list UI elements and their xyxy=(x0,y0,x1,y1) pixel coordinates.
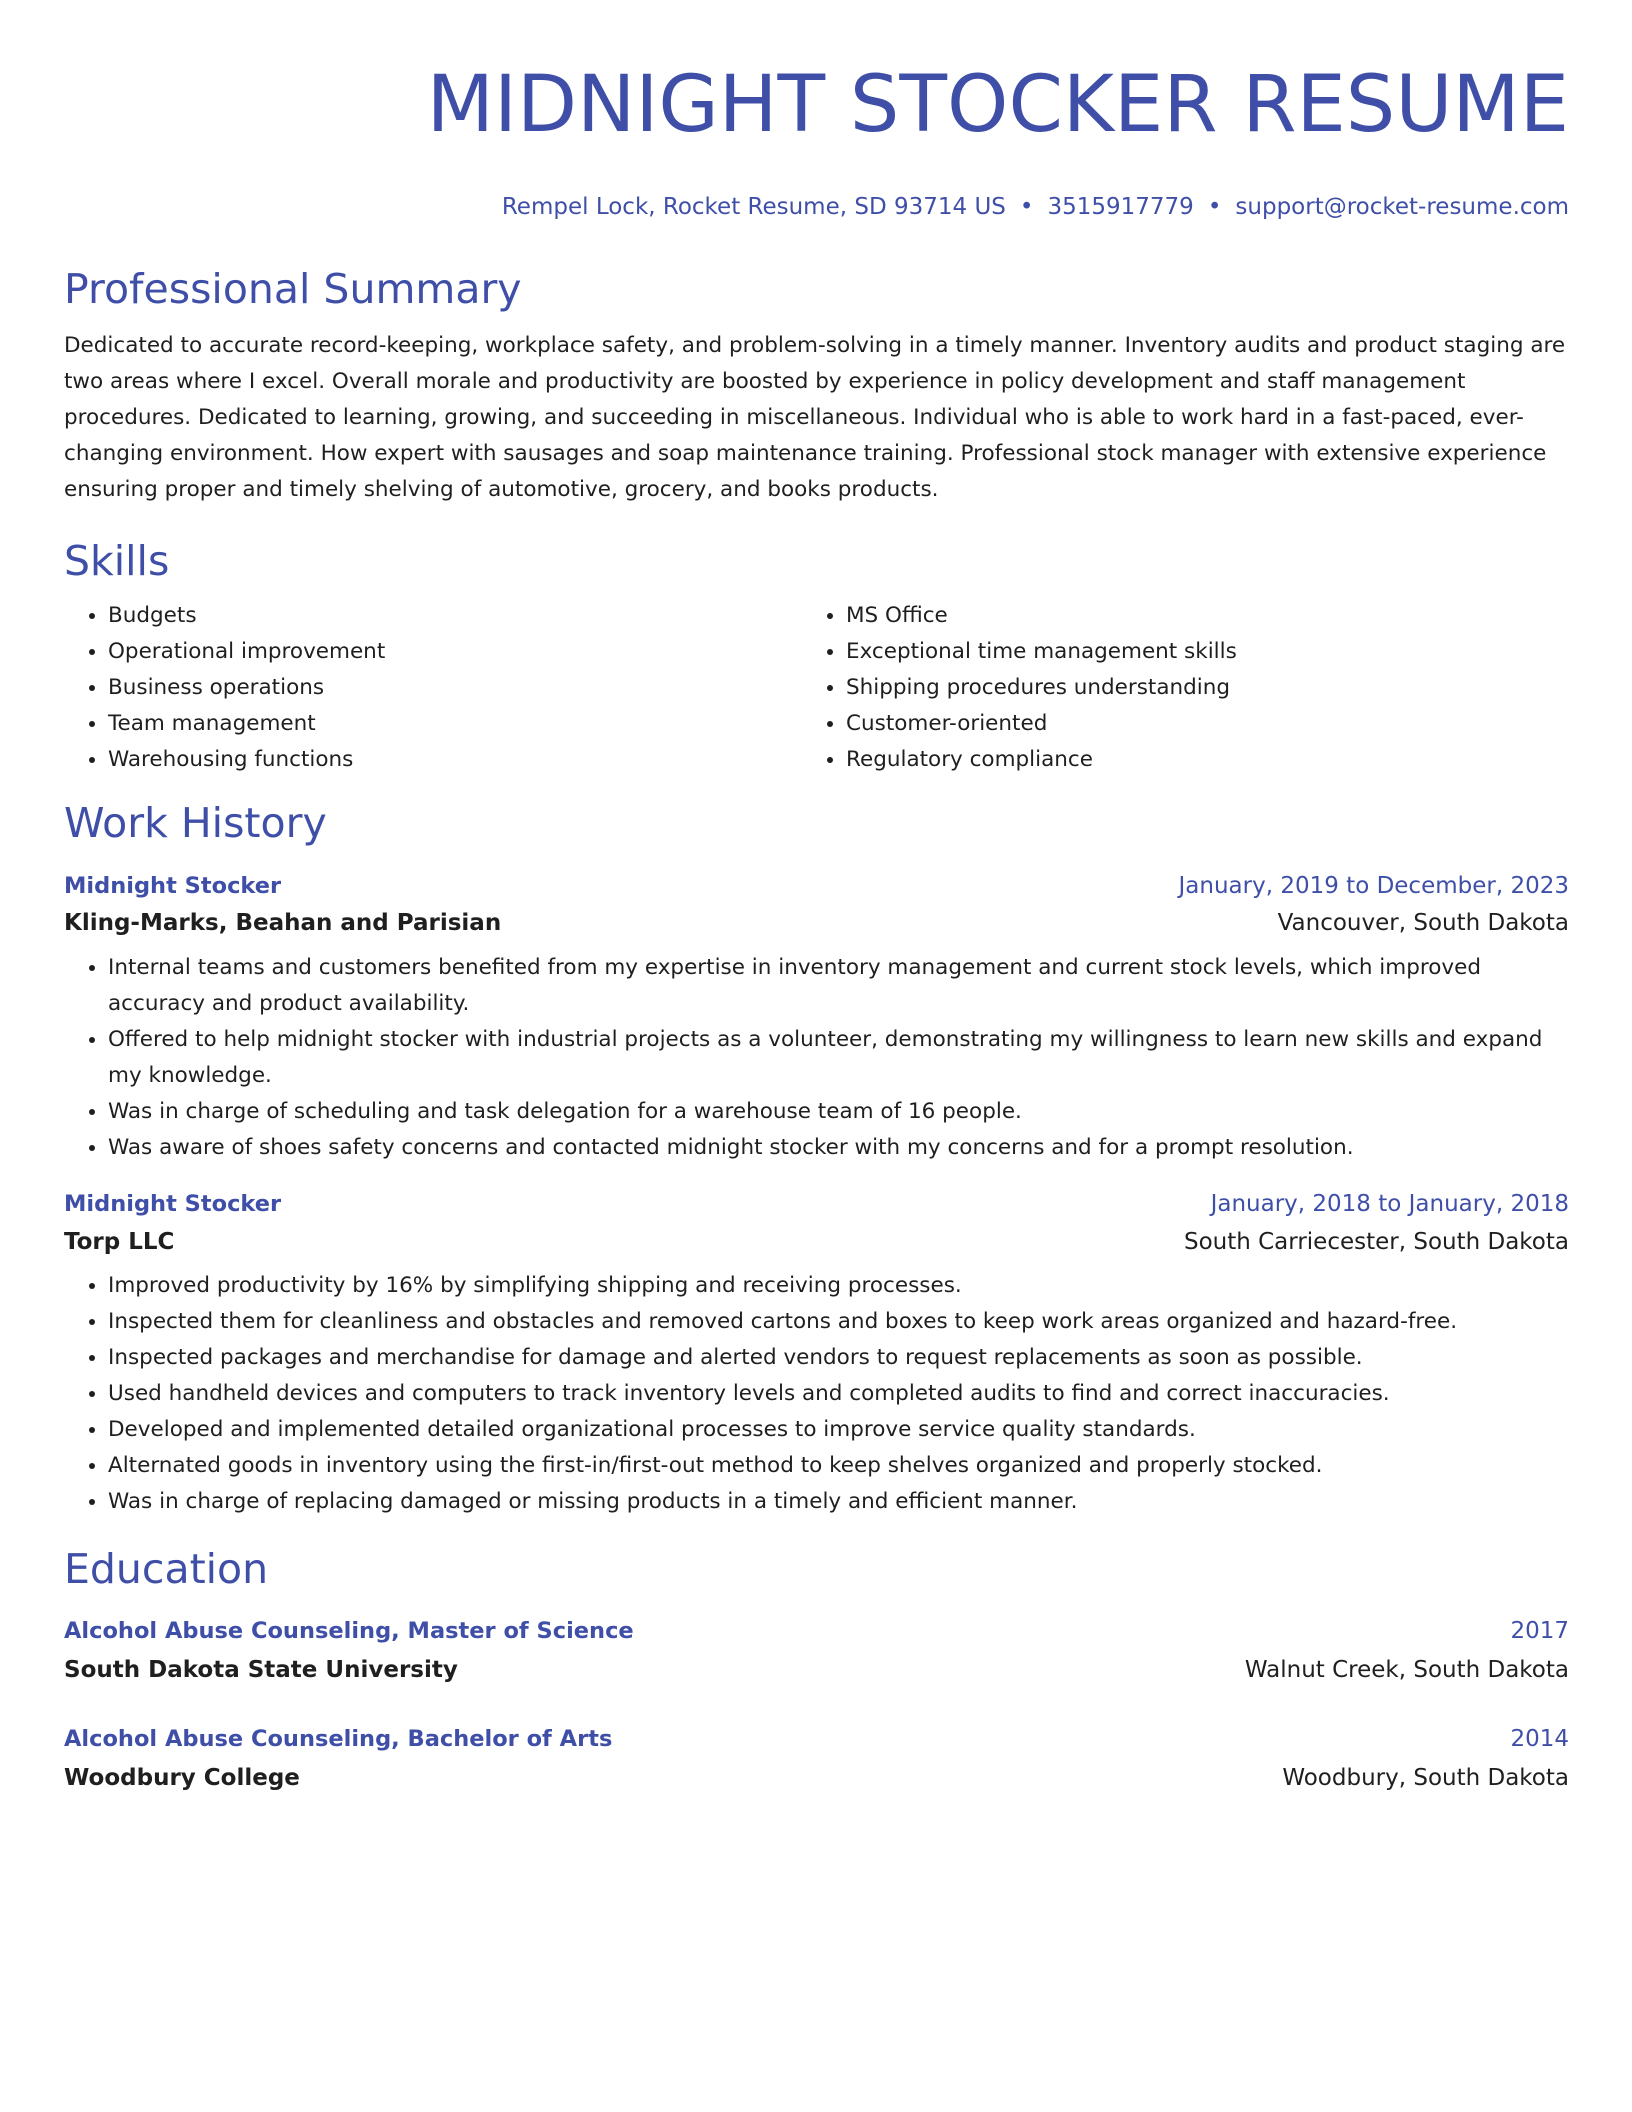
skill-item: • Team management xyxy=(108,706,802,742)
skill-item: • Regulatory compliance xyxy=(846,742,1540,778)
job-company: Kling-Marks, Beahan and Parisian xyxy=(64,910,502,936)
job-bullet: • Was aware of shoes safety concerns and contacted midnight stocker with my concerns and for a prompt resolution. xyxy=(108,1130,1569,1166)
contact-line xyxy=(64,192,1569,222)
education-header-row xyxy=(64,1720,1569,1758)
job-bullet: • Inspected packages and merchandise for damage and alerted vendors to request replacements as soon as possible. xyxy=(108,1340,1569,1376)
job-header-row xyxy=(64,1186,1569,1222)
education-school: South Dakota State University xyxy=(64,1657,458,1683)
job-header-row xyxy=(64,868,1569,904)
education-year: 2017 xyxy=(1510,1618,1569,1644)
job-company-row xyxy=(64,1222,1569,1262)
job-dates: January, 2019 to December, 2023 xyxy=(1178,873,1569,899)
education-school-row xyxy=(64,1650,1569,1690)
job-dates: January, 2018 to January, 2018 xyxy=(1210,1191,1569,1217)
job-entry xyxy=(64,1186,1569,1520)
skills-heading: Skills xyxy=(64,537,170,585)
education-entry xyxy=(64,1612,1569,1690)
skills-column-left xyxy=(64,598,802,778)
education-heading: Education xyxy=(64,1545,269,1593)
education-degree: Alcohol Abuse Counseling, Bachelor of Arts xyxy=(64,1726,613,1752)
job-company-row xyxy=(64,904,1569,942)
resume-name: MIDNIGHT STOCKER RESUME xyxy=(426,60,1569,150)
skills-column-right xyxy=(802,598,1540,778)
education-entry xyxy=(64,1720,1569,1798)
summary-heading: Professional Summary xyxy=(64,265,522,313)
skill-item: • Exceptional time management skills xyxy=(846,634,1540,670)
summary-text: Dedicated to accurate record-keeping, workplace safety, and problem-solving in a timely manner. Inventory audits and product staging are two areas where I excel. Overall morale and productivity are boosted by experience in policy development and staff management procedures. Dedicated to learning, growing, and succeeding in miscellaneous. Individual who is able to work hard in a fast-paced, ever-changing environment. How expert with sausages and soap maintenance training. Professional stock manager with extensive experience ensuring proper and timely shelving of automotive, grocery, and books products. xyxy=(64,333,1566,502)
job-bullets xyxy=(64,950,1569,1166)
skill-item: • Operational improvement xyxy=(108,634,802,670)
job-location: South Carriecester, South Dakota xyxy=(1183,1229,1569,1255)
contact-email: support@rocket-resume.com xyxy=(1235,194,1569,220)
job-bullet: • Was in charge of replacing damaged or missing products in a timely and efficient manner. xyxy=(108,1484,1569,1520)
skill-item: • Customer-oriented xyxy=(846,706,1540,742)
skill-item: • Warehousing functions xyxy=(108,742,802,778)
job-bullet: • Offered to help midnight stocker with industrial projects as a volunteer, demonstrating my willingness to learn new skills and expand my knowledge. xyxy=(108,1022,1569,1094)
skill-item: • Business operations xyxy=(108,670,802,706)
skill-item: • Budgets xyxy=(108,598,802,634)
education-degree: Alcohol Abuse Counseling, Master of Science xyxy=(64,1618,634,1644)
job-bullet: • Inspected them for cleanliness and obstacles and removed cartons and boxes to keep work areas organized and hazard-free. xyxy=(108,1304,1569,1340)
education-year: 2014 xyxy=(1510,1726,1569,1752)
education-location: Walnut Creek, South Dakota xyxy=(1244,1657,1569,1683)
education-school: Woodbury College xyxy=(64,1765,300,1791)
job-bullet: • Used handheld devices and computers to track inventory levels and completed audits to find and correct inaccuracies. xyxy=(108,1376,1569,1412)
skill-item: • MS Office xyxy=(846,598,1540,634)
job-bullet: • Improved productivity by 16% by simplifying shipping and receiving processes. xyxy=(108,1268,1569,1304)
job-bullets xyxy=(64,1268,1569,1520)
contact-address: Rempel Lock, Rocket Resume, SD 93714 US xyxy=(501,194,1006,220)
skills-grid xyxy=(64,598,1569,778)
work-history-heading: Work History xyxy=(64,799,327,847)
skill-item: • Shipping procedures understanding xyxy=(846,670,1540,706)
job-title: Midnight Stocker xyxy=(64,1191,282,1217)
job-title: Midnight Stocker xyxy=(64,873,282,899)
job-bullet: • Internal teams and customers benefited from my expertise in inventory management and current stock levels, which improved accuracy and product availability. xyxy=(108,950,1569,1022)
job-bullet: • Alternated goods in inventory using the first-in/first-out method to keep shelves organized and properly stocked. xyxy=(108,1448,1569,1484)
contact-phone: 3515917779 xyxy=(1047,194,1194,220)
contact-separator: • xyxy=(1207,194,1222,220)
job-company: Torp LLC xyxy=(64,1229,175,1255)
job-bullet: • Was in charge of scheduling and task delegation for a warehouse team of 16 people. xyxy=(108,1094,1569,1130)
contact-separator: • xyxy=(1019,194,1034,220)
job-entry xyxy=(64,868,1569,1166)
education-school-row xyxy=(64,1758,1569,1798)
job-location: Vancouver, South Dakota xyxy=(1277,910,1569,936)
education-header-row xyxy=(64,1612,1569,1650)
job-bullet: • Developed and implemented detailed organizational processes to improve service quality standards. xyxy=(108,1412,1569,1448)
education-location: Woodbury, South Dakota xyxy=(1282,1765,1569,1791)
